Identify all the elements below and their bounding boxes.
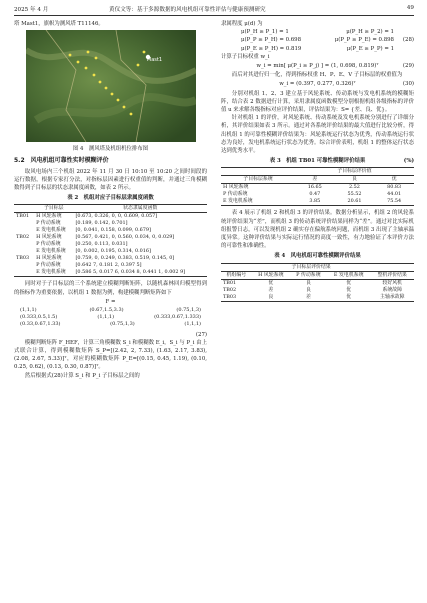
reliability-result-table <box>221 263 414 302</box>
table-row <box>221 287 414 294</box>
terrain-image <box>26 30 196 142</box>
table-cell: [0.673, 0.326, 0, 0, 0.609, 0.057] <box>75 213 158 220</box>
equation-term: μ(P_H ≥ P_2) = 1 <box>346 29 394 36</box>
table-unit: (%) <box>403 158 414 165</box>
equation-number: (28) <box>402 37 414 44</box>
table-cell: TB02 <box>16 234 30 241</box>
matrix-cell: (0.333,0.5,1.5) <box>20 314 58 321</box>
paragraph: 模糊判断矩阵 F_HEF，计算三角模糊数 S_i 和模糊数 E_i，S_i 与 P_i 由上式联合计算，得到模糊数矩阵 S_P=[(2.42, 2, 7.33), (1.63, 2.17, 3.83), (2.08, 2.67, 5.33)]ᵀ，对应的模糊数矩阵 P_E=[(0.15, 0.45, 1.19), (0.10, 0.25, 0.62), (0.13, 0.30, 0.87)]ᵀ。 <box>14 339 207 371</box>
matrix-label: F = <box>105 298 116 305</box>
table-cell: 良 <box>305 286 311 293</box>
table-row <box>221 198 414 206</box>
table-cell: 差 <box>305 293 311 300</box>
table-cell: E 发电机系统 <box>36 248 66 255</box>
table-header: 子目标层系统 <box>221 176 295 184</box>
table-cell: [0, 0.002, 0.195, 0.314, 0.016] <box>75 248 151 255</box>
table-header: 良 <box>335 176 375 184</box>
table-cell: 2.52 <box>349 184 360 191</box>
table-caption: 表 4 风电机组可靠性模糊评价结果 <box>274 253 361 260</box>
paragraph: 取风电场内三个机组 2022 年 11 月 30 日 10:10 至 10:20 之间时间段的运行数据，根据专家打分法，对指标层因素进行权重值的判断，并通过三角模糊数得到子目标层的状态隶属度函数，如表 2 所示。 <box>14 168 207 192</box>
section-heading: 5.2 风电机组可靠性实时模糊评价 <box>14 157 109 165</box>
table-cell: 55.52 <box>347 191 362 198</box>
table-caption: 表 2 机组对应子目标层隶属度函数 <box>67 195 154 202</box>
table-cell: P 传动系统 <box>36 220 61 227</box>
equation-term: μ(P_P ≥ P_H) = 0.698 <box>241 37 302 44</box>
table-header: P 传动系统 <box>290 271 327 279</box>
matrix-cell: (0.333,0.67,1.333) <box>154 314 201 321</box>
table-cell: [0.250, 0.113, 0.031] <box>75 241 128 248</box>
table-cell: H 风轮系统 <box>223 184 249 191</box>
table-group-header: 子目标层评价结果 <box>252 263 371 271</box>
table-cell <box>14 220 34 227</box>
table-header: 差 <box>295 176 335 184</box>
matrix-cell: (0.75,1,3) <box>110 321 135 328</box>
table-row <box>221 294 414 302</box>
table-cell: 80.83 <box>387 184 402 191</box>
paragraph: 计算子目标权重 w_i <box>221 53 270 60</box>
table-cell: 20.61 <box>347 198 362 205</box>
table-cell: 优 <box>346 286 352 293</box>
page-header <box>14 0 414 16</box>
table-cell: 系统故障 <box>382 286 403 293</box>
table-header: 优 <box>374 176 414 184</box>
paragraph: 表 4 展示了机组 2 和机组 3 的评价结果。数据分析显示，机组 2 的风轮系统评价结果为“差”，而机组 3 的传动系统评价结果同样为“差”。通过对比实际机组报警日志，可以发现机组 2 确实存在偏航系统问题，而机组 3 出现了主轴承温度异常。这种评价结果与实际运行情况的高度一致性，有力地验证了本评价方法的可靠性和准确性。 <box>221 210 414 250</box>
table-header <box>221 168 295 176</box>
table-cell: [0.189, 0.142, 0.701] <box>75 220 128 227</box>
table-cell <box>14 248 34 255</box>
header-title: 黄仪文等：基于多源数据的风电机组可靠性评估与健康预测研究 <box>109 7 266 13</box>
table-row <box>221 279 414 287</box>
table-header: 机组编号 <box>221 271 252 279</box>
table-cell: 3.85 <box>309 198 321 205</box>
intro-text: 塔 Mast1，旗帜为测风塔 T11146。 <box>14 21 104 27</box>
table-group-header: 子目标层评价值 <box>295 168 414 176</box>
table-cell: 主轴承故障 <box>380 293 405 300</box>
table-cell: E 发电机系统 <box>223 198 253 205</box>
table-header: 状态隶属度函数 <box>74 205 207 213</box>
table-cell: 良 <box>305 279 311 286</box>
table-header: 子目标层 <box>34 205 73 213</box>
table-row <box>14 269 207 277</box>
table-header: E 发电机系统 <box>327 271 371 279</box>
paragraph: 分别对机组 1、2、3 建立基于风轮系统、传动系统与发电机系统的模糊矩阵，结合表 2 数据进行计算，采用隶属度函数模型分别根据机组各级指标的评价值 u 来求解各级指标对应评价结果，评估结果为：S= {差、良、优}。 <box>221 90 414 114</box>
matrix-cell: (0.33,0.67,1.33) <box>20 321 61 328</box>
table-header: 整机评价结果 <box>371 271 414 279</box>
equation-term: μ(P_P ≥ P_E) = 0.898 <box>334 37 394 44</box>
table-cell: 75.54 <box>387 198 402 205</box>
equation-term: μ(P_E ≥ P_H) = 0.819 <box>241 45 302 52</box>
table-cell: P 传动系统 <box>36 262 61 269</box>
equation-28 <box>221 28 414 53</box>
mast-label: Mast1 <box>146 57 162 64</box>
table-cell: [0.759, 0, 0.249, 0.383, 0.519, 0.145, 0] <box>75 255 175 262</box>
table-cell: P 传动系统 <box>223 191 248 198</box>
equation-body: w_i = (0.397, 0.277, 0.326)ᵀ <box>279 81 356 88</box>
table-row <box>221 184 414 192</box>
table-cell: 差 <box>268 286 274 293</box>
equation-body: w_i = min[ μ(P_i ≥ P_j) ] = (1, 0.698, 0.819)ᵀ <box>256 63 379 70</box>
table-cell: P 传动系统 <box>36 241 61 248</box>
paragraph: 然后根据式(28)计算 S_i 和 P_i 子目标层之间的 <box>24 372 140 379</box>
table-cell: 优 <box>346 279 352 286</box>
table-header <box>14 205 34 213</box>
table-caption <box>221 157 414 165</box>
equation-number: (29) <box>402 63 414 70</box>
table-header: H 风轮系统 <box>252 271 290 279</box>
header-date: 2025 年 4 月 <box>14 7 49 13</box>
table-cell: TB01 <box>223 279 237 286</box>
table-cell: [0.567, 0.421, 0, 0.560, 0.034, 0, 0.029] <box>75 234 175 241</box>
table-cell: H 风轮系统 <box>36 213 62 220</box>
table-cell: 良 <box>268 293 274 300</box>
table-cell: E 发电机系统 <box>36 227 66 234</box>
fuzzy-matrix <box>14 307 207 329</box>
matrix-cell: (1,1,1) <box>184 321 201 328</box>
matrix-cell: (1,1,1) <box>20 307 37 314</box>
table-cell: 优 <box>346 293 352 300</box>
table-cell <box>14 262 34 269</box>
left-column <box>14 20 207 380</box>
paragraph: 针对机组 1 的评价，对风轮系统、传动系统及发电机系统分别进行了详细分析，其评价结果如表 3 所示。通过对各系统评价结果的最大值进行比较分析，得出机组 1 的可靠性模糊评价结果为：风轮系统运行状态为优秀，传动系统运行状态为良好，发电机系统运行状态为优秀。综合评价表明，机组 1 的整体运行状态达到优秀水平。 <box>221 115 414 155</box>
table-cell: TB03 <box>16 255 30 262</box>
right-column <box>221 20 414 302</box>
matrix-cell: (0.67,1.5,3.3) <box>89 307 124 314</box>
matrix-cell: (1,1,1) <box>97 314 115 321</box>
table-cell: H 风轮系统 <box>36 234 62 241</box>
table-header <box>371 263 414 271</box>
table-cell: 44.01 <box>387 191 402 198</box>
equation-30 <box>221 80 414 88</box>
wind-farm-map <box>26 30 196 142</box>
table-cell: TB03 <box>223 293 237 300</box>
paragraph: 隶属程度 μ(d) 为 <box>221 21 263 27</box>
table-caption-text: 表 3 机组 TB01 可靠性模糊评价结果 <box>269 158 366 165</box>
equation-term: μ(P_E ≥ P_P) = 1 <box>346 45 394 52</box>
table-cell <box>14 227 34 234</box>
paragraph: 同时对于子目标层的三个系统建立模糊判断矩阵，以随机森林回归模型得到的指标作为重要依据，以机组 1 数据为例，构建模糊判断矩阵如下 <box>14 281 207 296</box>
figure-caption: 图 4 测风塔及机组机位排布图 <box>72 146 149 153</box>
paragraph: 而后对其进行归一化，得到指标权重 H、P、E、V 子目标层的权重值为 <box>231 72 403 79</box>
table-cell: H 风轮系统 <box>36 255 62 262</box>
table-cell <box>14 269 34 277</box>
equation-29 <box>221 62 414 70</box>
table-cell: [0, 0.041, 0.158, 0.099, 0.679] <box>75 227 151 234</box>
tb01-result-table <box>221 167 414 206</box>
membership-table <box>14 204 207 277</box>
table-cell: TB01 <box>16 213 30 220</box>
matrix-cell: (0.75,1,3) <box>176 307 201 314</box>
table-cell: 0.47 <box>309 191 321 198</box>
equation-term: μ(P_H ≥ P_1) = 1 <box>241 29 289 36</box>
table-cell <box>14 241 34 248</box>
page-number: 49 <box>406 5 414 11</box>
table-cell: 优 <box>268 279 274 286</box>
table-header <box>221 263 252 271</box>
equation-number: (30) <box>402 81 414 88</box>
table-cell: 16.65 <box>307 184 322 191</box>
table-cell: [0.642 7, 0.181 2, 0.397 5] <box>75 262 142 269</box>
table-cell: 较好风机 <box>382 279 403 286</box>
table-cell: E 发电机系统 <box>36 269 66 276</box>
equation-number: (27) <box>195 331 207 338</box>
table-cell: TB02 <box>223 286 237 293</box>
table-cell: [0.586 5, 0.017 6, 0.034 8, 0.441 1, 0.002 9] <box>75 269 186 276</box>
